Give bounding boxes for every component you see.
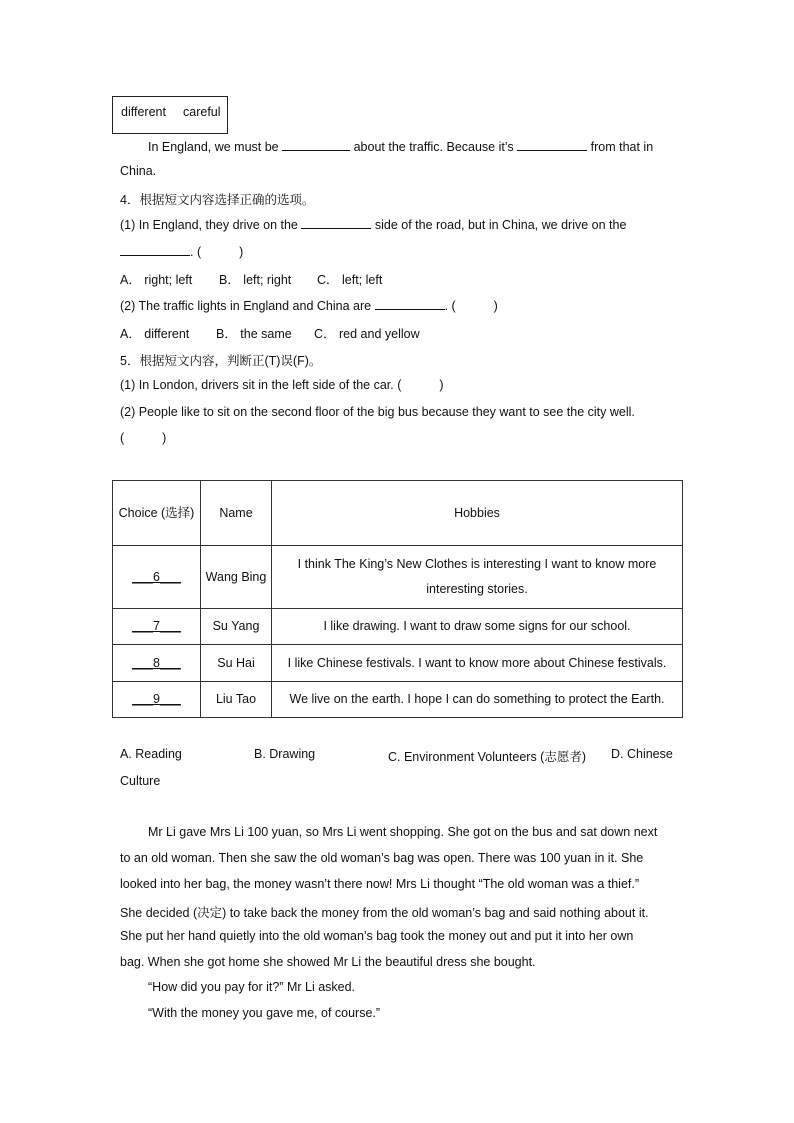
name-cell: Liu Tao	[201, 682, 272, 718]
hobby-cell: We live on the earth. I hope I can do something to protect the Earth.	[272, 682, 683, 718]
hobby-cell: I like Chinese festivals. I want to know more about Chinese festivals.	[272, 645, 683, 682]
name-cell: Wang Bing	[201, 546, 272, 609]
question-text: side of the road, but in China, we drive on the	[374, 218, 627, 232]
choice-d: D. Chinese	[611, 747, 673, 761]
choice-cell[interactable]: ___9___	[113, 682, 201, 718]
story-line: She decided (决定) to take back the money from the old woman’s bag and said nothing about it.	[120, 906, 649, 920]
hobby-cell: I like drawing. I want to draw some signs for our school.	[272, 609, 683, 645]
q4-1-option-c: C． left; left	[317, 273, 383, 287]
choice-a: A. Reading	[120, 747, 182, 761]
q4-1-cont	[120, 243, 243, 259]
q4-2	[120, 297, 498, 313]
hobby-cell: I think The King’s New Clothes is interesting I want to know more interesting stories.	[272, 546, 683, 609]
passage-line-1	[148, 138, 653, 154]
answer-blank[interactable]	[301, 216, 371, 229]
passage-text: In England, we must be	[148, 140, 279, 154]
table-row	[113, 546, 683, 609]
row-number: 8	[153, 655, 160, 670]
story-line: Mr Li gave Mrs Li 100 yuan, so Mrs Li went shopping. She got on the bus and sat down next	[148, 825, 658, 839]
q5-heading: 5．根据短文内容，判断正(T)误(F)。	[120, 354, 322, 368]
q4-2-option-b: B． the same	[216, 327, 292, 341]
question-text: . (	[444, 299, 456, 313]
question-text: (2) The traffic lights in England and China are	[120, 299, 372, 313]
q4-heading: 4．根据短文内容选择正确的选项。	[120, 193, 315, 207]
answer-blank[interactable]	[517, 138, 587, 151]
word-careful: careful	[183, 105, 221, 119]
table-row	[113, 609, 683, 645]
word-box	[112, 96, 228, 134]
question-text: )	[162, 431, 167, 445]
row-number: 7	[153, 619, 160, 633]
header-hobbies: Hobbies	[272, 481, 683, 546]
question-text: . (	[190, 245, 202, 259]
question-text: )	[239, 245, 244, 259]
question-text: (1) In England, they drive on the	[120, 218, 298, 232]
question-text: )	[439, 378, 444, 392]
table-row	[113, 645, 683, 682]
choice-b: B. Drawing	[254, 747, 316, 761]
hobbies-table	[112, 480, 683, 718]
q5-1	[120, 378, 444, 392]
table-row	[113, 682, 683, 718]
q4-1	[120, 216, 626, 232]
story-line: “With the money you gave me, of course.”	[148, 1006, 381, 1020]
choice-c: C. Environment Volunteers (志愿者)	[388, 750, 586, 764]
story-line: She put her hand quietly into the old woman’s bag took the money out and put it into her own	[120, 929, 634, 943]
story-line: looked into her bag, the money wasn’t there now! Mrs Li thought “The old woman was a thief.”	[120, 877, 640, 891]
answer-blank[interactable]	[375, 297, 445, 310]
q5-2: (2) People like to sit on the second floor of the big bus because they want to see the city well.	[120, 405, 635, 419]
name-cell: Su Yang	[201, 609, 272, 645]
story-line: “How did you pay for it?” Mr Li asked.	[148, 980, 356, 994]
header-choice: Choice (选择)	[113, 481, 201, 546]
question-text: (1) In London, drivers sit in the left side of the car. (	[120, 378, 402, 392]
question-text: (	[120, 431, 125, 445]
passage-text: from that in	[590, 140, 654, 154]
story-line: bag. When she got home she showed Mr Li the beautiful dress she bought.	[120, 955, 536, 969]
row-number: 6	[153, 569, 160, 584]
header-name: Name	[201, 481, 272, 546]
choice-cell[interactable]: ___8___	[113, 645, 201, 682]
word-different: different	[121, 105, 166, 119]
story-line: to an old woman. Then she saw the old woman’s bag was open. There was 100 yuan in it. She	[120, 851, 644, 865]
choice-cell[interactable]: ___6___	[113, 546, 201, 609]
answer-blank[interactable]	[120, 243, 190, 256]
passage-text: about the traffic. Because it’s	[353, 140, 514, 154]
q4-2-option-a: A． different	[120, 327, 190, 341]
q4-1-option-b: B． left; right	[219, 273, 292, 287]
q4-2-option-c: C． red and yellow	[314, 327, 420, 341]
q5-2-answer	[120, 431, 166, 445]
table-header-row	[113, 481, 683, 546]
answer-blank[interactable]	[282, 138, 350, 151]
q4-1-option-a: A． right; left	[120, 273, 193, 287]
name-cell: Su Hai	[201, 645, 272, 682]
row-number: 9	[153, 692, 160, 706]
passage-line-2: China.	[120, 164, 157, 178]
choice-d-cont: Culture	[120, 774, 161, 788]
question-text: )	[493, 299, 498, 313]
choice-cell[interactable]: ___7___	[113, 609, 201, 645]
